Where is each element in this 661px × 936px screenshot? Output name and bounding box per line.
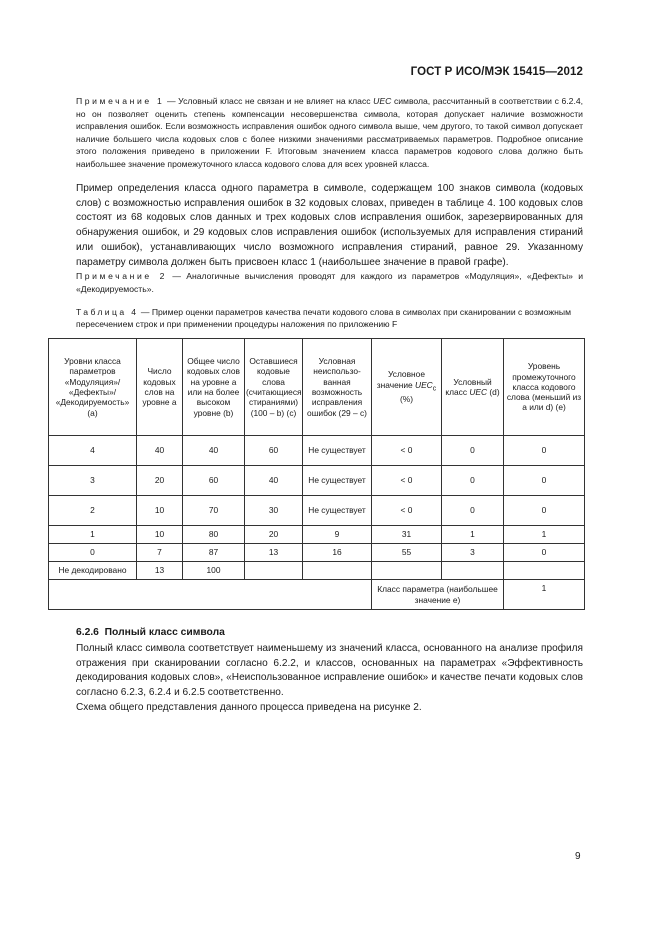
table-cell: < 0 (372, 466, 442, 496)
header-total-codewords: Общее число кодовых слов на уровне a или на более высоком уровне (b) (183, 339, 245, 436)
table-row (49, 526, 585, 544)
table-cell: 55 (372, 544, 442, 562)
header-uec-class (442, 339, 504, 436)
table-cell: 100 (183, 562, 245, 580)
table-cell: Не существует (303, 496, 372, 526)
note-1-uec: UEC (373, 96, 392, 106)
header-uec-value-d: (%) (399, 394, 414, 405)
header-unused-correction: Условная неиспользованная возможность исправления ошибок (29 – c) (303, 339, 372, 436)
note-2-text: — Аналогичные вычисления проводят для каждого из параметров «Модуляция», «Дефекты» и «Декодируемость». (76, 271, 584, 294)
table-cell: 3 (442, 544, 504, 562)
table-cell: 30 (245, 496, 303, 526)
table-cell (504, 562, 585, 580)
table-cell: < 0 (372, 496, 442, 526)
table-4-caption (76, 306, 586, 330)
table-row (49, 436, 585, 466)
note-1 (76, 95, 583, 170)
table-cell: 4 (49, 436, 137, 466)
paragraph-full-class: Полный класс символа соответствует наименьшему из значений класса, основанного на анализе профиля отражения при сканировании согласно 6.2.2, и классов, основанных на параметрах «Эффективность декодирования кодовых слов», «Неиспользованное исправление ошибок» и качестве печати кодовых слов согласно 6.2.3, 6.2.4 и 6.2.5 соответственно. (76, 643, 583, 699)
table-cell: Не декодировано (49, 562, 137, 580)
table-cell: 0 (504, 544, 585, 562)
header-uec-class-b: UEC (469, 387, 488, 397)
table-cell: 40 (183, 436, 245, 466)
table-cell: 60 (245, 436, 303, 466)
table-cell: 0 (49, 544, 137, 562)
header-uec-value (372, 339, 442, 436)
table-header-row (49, 339, 585, 436)
table-cell: 0 (504, 496, 585, 526)
header-uec-value-b: UEC (415, 379, 433, 390)
table-cell: 3 (49, 466, 137, 496)
table-row (49, 496, 585, 526)
table-cell: 10 (137, 496, 183, 526)
table-4-caption-text: — Пример оценки параметров качества печати кодового слова в символах при сканировании с возможным пересечением строк и при применении процедуры наложения по приложению F (76, 307, 571, 329)
document-header: ГОСТ Р ИСО/МЭК 15415—2012 (410, 66, 583, 78)
table-cell: 70 (183, 496, 245, 526)
table-cell (372, 562, 442, 580)
table-summary-blank (49, 580, 372, 610)
table-cell: 0 (442, 496, 504, 526)
table-cell: 2 (49, 496, 137, 526)
table-summary-label: Класс параметра (наибольшее значение e) (372, 580, 504, 610)
header-remaining-codewords: Оставшиеся кодовые слова (считающиеся стираниями) (100 – b) (c) (245, 339, 303, 436)
table-cell: 87 (183, 544, 245, 562)
table-cell: 80 (183, 526, 245, 544)
note-1-text-b: символа, рассчитанный в соответствии с 6.2.4, но он позволяет оценить степень компенсации несовершенства символа, которая допускает наличие возможности исправления ошибок. Если возможность исправления ошибок одного символа выше, чем другого, то такой символ допускает наличие большего числа кодовых слов с более низкими значениями рассматриваемых параметров. Подробное описание этого положения приведено в приложении F. Итоговым значением класса параметров кодового слова должно быть наибольшее значение промежуточного класса кодового слова для всех уровней класса. (76, 96, 583, 169)
table-cell (442, 562, 504, 580)
table-cell: < 0 (372, 436, 442, 466)
table-cell: Не существует (303, 436, 372, 466)
note-2 (76, 270, 583, 295)
table-cell: 0 (442, 466, 504, 496)
header-uec-class-a: Условный класс (445, 376, 492, 397)
table-cell: 1 (504, 526, 585, 544)
table-cell: 10 (137, 526, 183, 544)
note-2-label: Примечание 2 (76, 271, 168, 281)
table-cell: 40 (245, 466, 303, 496)
table-row (49, 466, 585, 496)
section-heading (76, 627, 225, 638)
table-summary-value: 1 (504, 580, 585, 610)
header-uec-value-sub: с (432, 385, 437, 393)
table-cell: 1 (442, 526, 504, 544)
table-cell: 40 (137, 436, 183, 466)
table-cell: 0 (442, 436, 504, 466)
section-title: Полный класс символа (104, 627, 225, 638)
note-1-text-a: — Условный класс не связан и не влияет на класс (164, 96, 374, 106)
table-cell: Не существует (303, 466, 372, 496)
header-uec-value-a: Условное значение (376, 369, 425, 390)
table-cell: 31 (372, 526, 442, 544)
table-row (49, 544, 585, 562)
section-number: 6.2.6 (76, 627, 99, 638)
header-class-levels: Уровни класса параметров «Модуляция»/ «Дефекты»/ «Декодируемость» (a) (49, 339, 137, 436)
table-4 (48, 338, 585, 610)
table-cell: 13 (245, 544, 303, 562)
table-summary-row (49, 580, 585, 610)
table-cell: 0 (504, 436, 585, 466)
page-number: 9 (575, 851, 581, 862)
paragraph-example: Пример определения класса одного параметра в символе, содержащем 100 знаков символа (кодовых слов) с возможностью исправления ошибок в 32 кодовых словах, приведен в таблице 4. 100 кодовых слов состоят из 68 кодовых слов данных и трех кодовых слов исправления ошибок, зарезервированных для обнаружения ошибок, и 29 кодовых слов исправления ошибок (используемых для исправления стираний или ошибок), устанавливающих число возможного исправления стираний, равное 29. Указанному параметру символа должен быть присвоен класс 1 (наибольшее значение в правой графе). (76, 183, 583, 268)
table-cell: 1 (49, 526, 137, 544)
table-cell: 20 (137, 466, 183, 496)
table-cell: 60 (183, 466, 245, 496)
header-uec-class-c: (d) (487, 387, 500, 397)
table-4-caption-label: Таблица 4 (76, 307, 139, 317)
table-cell: 20 (245, 526, 303, 544)
table-cell (245, 562, 303, 580)
note-1-label: Примечание 1 (76, 96, 165, 106)
table-cell: 16 (303, 544, 372, 562)
header-codewords-at-level: Число кодовых слов на уровне a (137, 339, 183, 436)
table-row (49, 562, 585, 580)
table-cell: 0 (504, 466, 585, 496)
table-cell (303, 562, 372, 580)
paragraph-scheme: Схема общего представления данного процесса приведена на рисунке 2. (76, 702, 422, 713)
table-cell: 9 (303, 526, 372, 544)
table-cell: 13 (137, 562, 183, 580)
table-cell: 7 (137, 544, 183, 562)
header-intermediate-class: Уровень промежуточного класса кодового слова (меньший из a или d) (e) (504, 339, 585, 436)
